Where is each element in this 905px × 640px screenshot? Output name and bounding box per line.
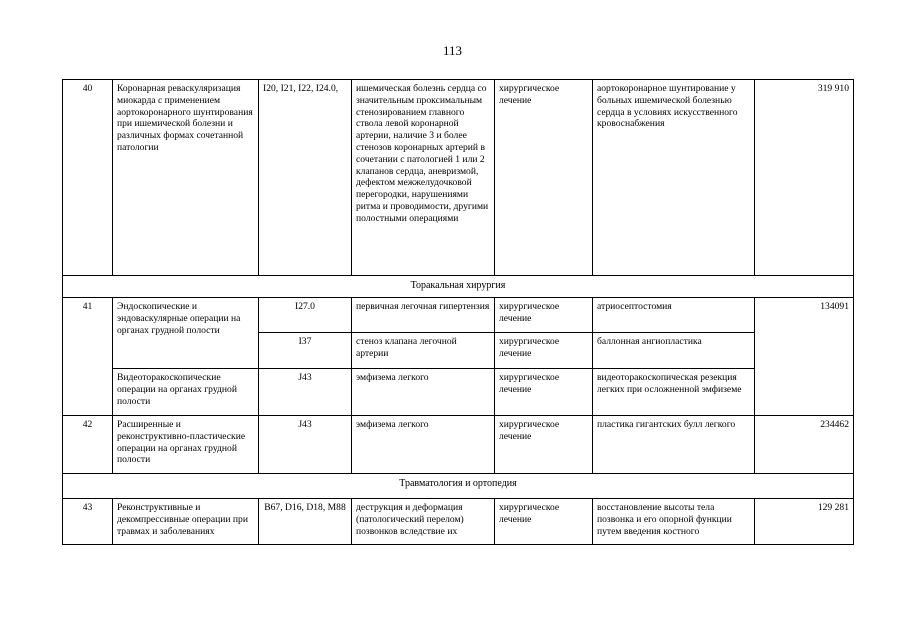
icd-codes: J43 xyxy=(259,416,352,474)
patient-model: эмфизема легкого xyxy=(352,416,495,474)
row-number: 42 xyxy=(63,416,113,474)
row-number: 41 xyxy=(63,298,113,416)
table-row-43 xyxy=(63,499,854,545)
treatment-method: баллонная ангиопластика xyxy=(593,333,755,369)
intervention-name: Коронарная реваскуляризация миокарда с применением аортокоронарного шунтирования при ишемической болезни и различных формах сочетанной патологии xyxy=(113,80,259,276)
price: 234462 xyxy=(755,416,854,474)
patient-model: эмфизема легкого xyxy=(352,369,495,416)
section-title: Торакальная хирургия xyxy=(63,276,854,298)
row-number: 40 xyxy=(63,80,113,276)
treatment-method: аортокоронарное шунтирование у больных ишемической болезнью сердца в условиях искусственного кровоснабжения xyxy=(593,80,755,276)
price: 134091 xyxy=(755,298,854,416)
procedures-table xyxy=(62,79,854,545)
patient-model: ишемическая болезнь сердца со значительным проксимальным стенозированием главного ствола левой коронарной артерии, наличие 3 и более стенозов коронарных артерий в сочетании с патологией 1 или 2 клапанов сердца, аневризмой, дефектом межжелудочковой перегородки, нарушениями ритма и проводимости, другими полостными операциями xyxy=(352,80,495,276)
table-row-41a xyxy=(63,298,854,333)
treatment-type: хирургическое лечение xyxy=(495,369,593,416)
page-number: 113 xyxy=(442,43,463,58)
price: 319 910 xyxy=(755,80,854,276)
patient-model: деструкция и деформация (патологический перелом) позвонков вследствие их xyxy=(352,499,495,545)
intervention-name: Видеоторакоскопические операции на органах грудной полости xyxy=(113,369,259,416)
icd-codes: J43 xyxy=(259,369,352,416)
treatment-type: хирургическое лечение xyxy=(495,298,593,333)
icd-codes: I20, I21, I22, I24.0, xyxy=(259,80,352,276)
treatment-method: пластика гигантских булл легкого xyxy=(593,416,755,474)
treatment-method: атриосептостомия xyxy=(593,298,755,333)
section-row-trauma xyxy=(63,474,854,499)
table-row-42 xyxy=(63,416,854,474)
treatment-type: хирургическое лечение xyxy=(495,416,593,474)
section-title: Травматология и ортопедия xyxy=(63,474,854,499)
treatment-type: хирургическое лечение xyxy=(495,80,593,276)
icd-codes: I37 xyxy=(259,333,352,369)
price: 129 281 xyxy=(755,499,854,545)
patient-model: первичная легочная гипертензия xyxy=(352,298,495,333)
icd-codes: I27.0 xyxy=(259,298,352,333)
table-row-40 xyxy=(63,80,854,276)
treatment-method: восстановление высоты тела позвонка и его опорной функции путем введения костного xyxy=(593,499,755,545)
treatment-method: видеоторакоскопическая резекция легких при осложненной эмфиземе xyxy=(593,369,755,416)
icd-codes: B67, D16, D18, M88 xyxy=(259,499,352,545)
treatment-type: хирургическое лечение xyxy=(495,333,593,369)
row-number: 43 xyxy=(63,499,113,545)
table-row-41c xyxy=(63,369,854,416)
intervention-name: Расширенные и реконструктивно-пластические операции на органах грудной полости xyxy=(113,416,259,474)
patient-model: стеноз клапана легочной артерии xyxy=(352,333,495,369)
treatment-type: хирургическое лечение xyxy=(495,499,593,545)
section-row-thoracic xyxy=(63,276,854,298)
intervention-name: Эндоскопические и эндоваскулярные операции на органах грудной полости xyxy=(113,298,259,369)
intervention-name: Реконструктивные и декомпрессивные операции при травмах и заболеваниях xyxy=(113,499,259,545)
